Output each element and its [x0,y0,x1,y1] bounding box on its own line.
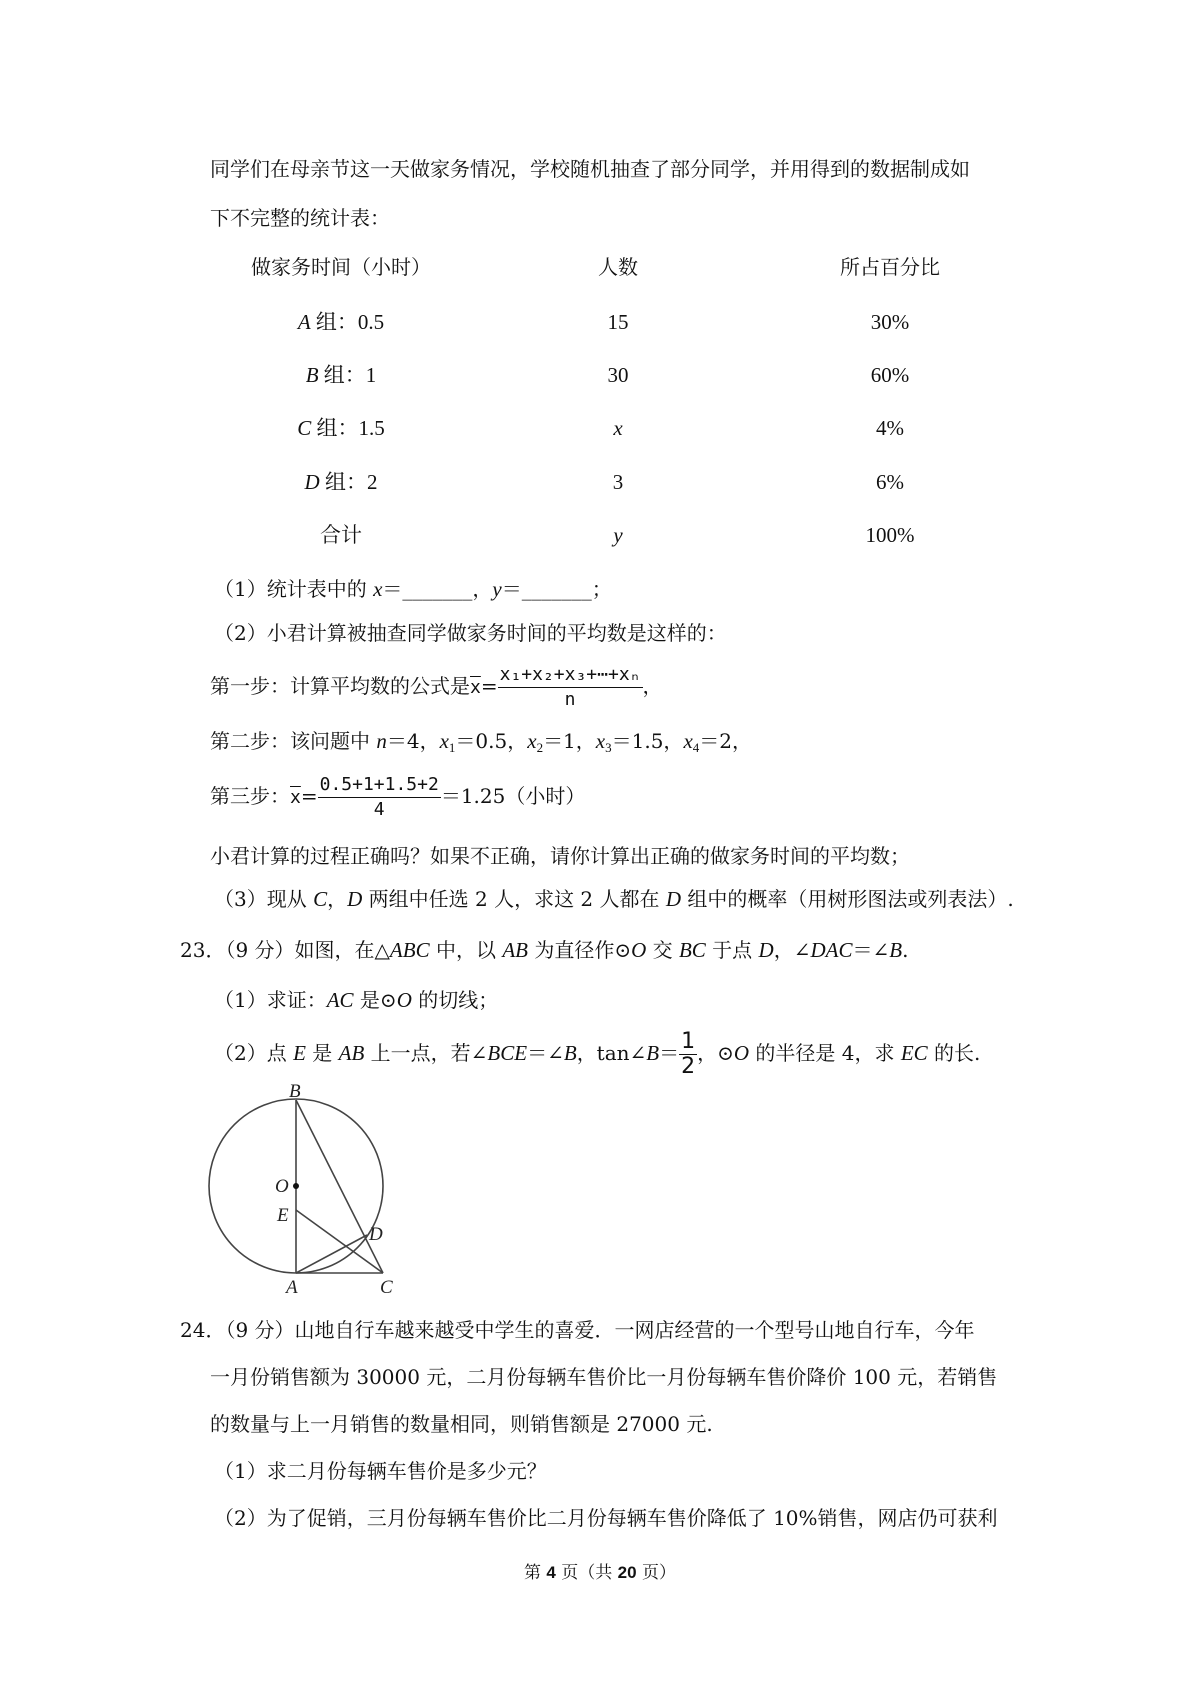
table-cell-count: 3 [612,470,624,494]
var: B [563,1041,577,1065]
q22-part2: （2）小君计算被抽查同学做家务时间的平均数是这样的： [214,621,727,645]
group-label: 组：2 [319,470,378,494]
text: 23．（9 分）如图，在△ [180,938,390,962]
denominator: 2 [681,1054,696,1079]
step3-label: 第三步： [210,784,290,808]
label-c: C [380,1277,393,1298]
blank-y: ＝_______； [501,577,612,601]
var: B [889,938,903,962]
group-label: 组：1 [318,363,377,387]
intro-line-2: 下不完整的统计表： [210,206,390,230]
step1 [210,658,663,714]
table-cell-percent: 4% [876,416,904,440]
label-o: O [275,1176,289,1197]
var: DAC [810,938,853,962]
q24-line-1: 24．（9 分）山地自行车越来越受中学生的喜爱．一网店经营的一个型号山地自行车，今年 [180,1318,975,1342]
text: 的切线； [411,988,499,1012]
var: B [646,1041,660,1065]
subscript: 3 [605,740,612,755]
table-cell-percent: 60% [870,363,910,387]
text: （1）统计表中的 [214,577,374,601]
text: 交 [646,938,679,962]
group-letter: C [297,416,312,440]
equals: = [480,674,498,698]
var: AB [502,938,528,962]
table-cell-group [320,522,362,548]
text: ， [327,887,348,911]
text: ，tan∠ [576,1041,647,1065]
text: 第二步：该问题中 [210,729,377,753]
var-x: x [595,729,606,753]
text: 的长. [927,1041,981,1065]
var: BCE [487,1041,528,1065]
text: ＝1， [543,729,596,753]
subscript: 4 [692,740,700,755]
text: 是 [305,1041,339,1065]
fraction-one-half [679,1030,697,1079]
page-number: 4 [546,1563,556,1582]
text: ＝∠ [527,1041,564,1065]
group-letter: B [305,363,319,387]
text: 上一点，若∠ [364,1041,488,1065]
group-label: 组：0.5 [310,310,385,334]
var: O [396,988,412,1012]
numerator: x₁+x₂+x₃+⋯+xₙ [498,663,643,688]
var: D [665,887,682,911]
var-x: x [439,729,449,753]
var: D [758,938,774,962]
text: ＝1.5， [611,729,684,753]
q24-line-3: 的数量与上一月销售的数量相同，则销售额是 27000 元. [210,1412,713,1436]
equals: = [300,784,318,808]
table-cell-group [306,362,377,388]
text: 两组中任选 2 人，求这 2 人都在 [362,887,666,911]
label-a: A [286,1277,298,1298]
text: ＝4， [386,729,440,753]
var: O [631,938,647,962]
text: ＝ [659,1041,680,1065]
q22-question: 小君计算的过程正确吗？如果不正确，请你计算出正确的做家务时间的平均数； [210,844,910,868]
text: （3）现从 [214,887,314,911]
denominator: n [564,689,576,710]
subscript: 1 [448,740,456,755]
label-d: D [369,1224,383,1245]
q24-part2: （2）为了促销，三月份每辆车售价比二月份每辆车售价降低了 10%销售，网店仍可获利 [214,1506,998,1530]
text: ＝∠ [852,938,890,962]
table-cell-group [297,415,385,441]
table-cell-count: x [613,416,623,440]
page-footer [0,1558,1200,1583]
var-y: y [492,577,502,601]
label-e: E [277,1205,289,1226]
var-n: n [376,729,387,753]
group-label: 组：1.5 [311,416,385,440]
text: ，⊙ [697,1041,734,1065]
var: C [313,887,328,911]
q23-part1 [214,987,498,1013]
q24-part1: （1）求二月份每辆车售价是多少元？ [214,1459,547,1483]
text: （1）求证： [214,988,327,1012]
group-label: 合计 [320,523,362,547]
table-cell-count: 15 [607,310,629,334]
mean-formula-fraction [498,663,643,712]
text: 组中的概率（用树形图法或列表法）. [681,887,1014,911]
text: 页） [636,1563,676,1583]
blank-x: ＝_______， [382,577,493,601]
intro-line-1: 同学们在母亲节这一天做家务情况，学校随机抽查了部分同学，并用得到的数据制成如 [210,157,970,181]
var-x: x [373,577,383,601]
q23-stem [180,937,908,963]
table-header-count: 人数 [598,255,638,279]
mean-symbol: $\overline{x}$ [470,677,481,698]
q22-part3 [214,886,1014,912]
total-pages: 20 [617,1563,637,1582]
segment-bc [296,1100,383,1273]
table-cell-count: y [613,523,623,547]
var: D [347,887,363,911]
q23-part2 [214,1025,980,1081]
text: 为直径作⊙ [527,938,632,962]
label-b: B [289,1081,301,1102]
table-cell-percent: 30% [870,310,910,334]
text: ＝0.5， [455,729,528,753]
step2 [210,728,752,754]
numerator: 1 [681,1029,696,1054]
text: 中，以 [429,938,503,962]
text: 是⊙ [353,988,397,1012]
subscript: 2 [536,740,544,755]
text: . [902,938,909,962]
var: BC [678,938,706,962]
text: ＝2， [699,729,752,753]
result: ＝1.25（小时） [440,784,586,808]
var-x: x [527,729,537,753]
table-header-percent: 所占百分比 [840,255,940,279]
table-cell-percent: 100% [865,523,915,547]
var: E [293,1041,306,1065]
numerator: 0.5+1+1.5+2 [318,773,441,798]
var: AB [338,1041,365,1065]
text: 的半径是 4，求 [749,1041,901,1065]
denominator: 4 [373,799,385,820]
var: AC [326,988,354,1012]
table-cell-percent: 6% [876,470,904,494]
group-letter: D [304,470,320,494]
table-cell-group [298,309,384,335]
mean-symbol: $\overline{x}$ [290,787,301,808]
group-letter: A [297,310,311,334]
var: EC [900,1041,928,1065]
mean-calc-fraction [318,773,441,822]
text: 页（共 [555,1563,618,1583]
q22-part1 [214,576,612,602]
text: ，∠ [773,938,811,962]
step3 [210,768,585,824]
comma: ， [642,674,663,698]
table-header-time: 做家务时间（小时） [251,255,431,279]
text: 于点 [705,938,759,962]
geometry-figure [190,1080,410,1300]
var: O [733,1041,750,1065]
center-point [293,1183,299,1189]
step1-label: 第一步：计算平均数的公式是 [210,674,470,698]
q24-line-2: 一月份销售额为 30000 元，二月份每辆车售价比一月份每辆车售价降价 100 元，若销售 [210,1365,998,1389]
var: ABC [389,938,430,962]
table-cell-count: 30 [607,363,629,387]
text: （2）点 [214,1041,294,1065]
text: 第 [523,1563,547,1583]
var-x: x [683,729,693,753]
table-cell-group [305,469,378,495]
